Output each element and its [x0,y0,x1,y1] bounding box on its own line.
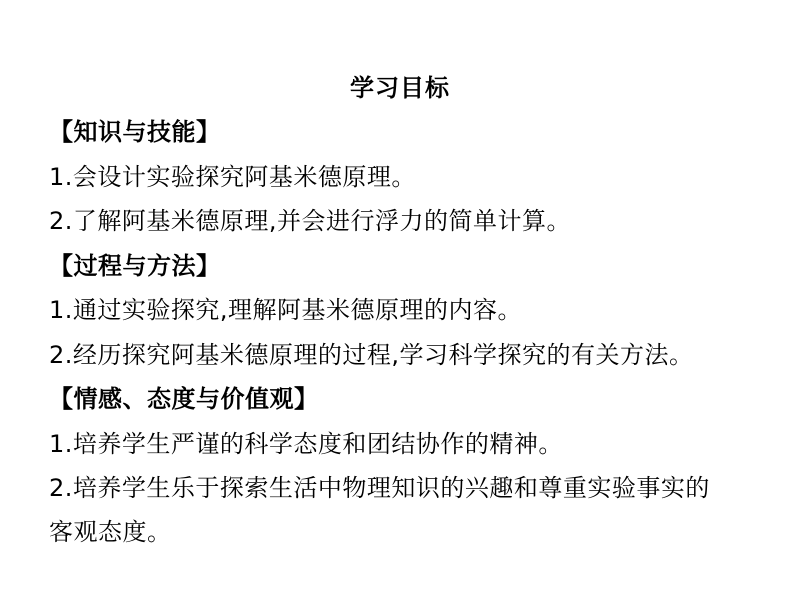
list-item: 1.会设计实验探究阿基米德原理。 [49,163,416,191]
list-item: 客观态度。 [49,518,172,546]
page-title: 学习目标 [350,74,450,102]
section-heading-knowledge: 【知识与技能】 [49,118,221,146]
list-item: 2.了解阿基米德原理,并会进行浮力的简单计算。 [49,207,572,235]
list-item: 2.培养学生乐于探索生活中物理知识的兴趣和尊重实验事实的 [49,474,710,502]
section-heading-process: 【过程与方法】 [49,252,221,280]
section-heading-attitude: 【情感、态度与价值观】 [49,385,319,413]
list-item: 2.经历探究阿基米德原理的过程,学习科学探究的有关方法。 [49,341,694,369]
list-item: 1.通过实验探究,理解阿基米德原理的内容。 [49,296,523,324]
list-item: 1.培养学生严谨的科学态度和团结协作的精神。 [49,430,563,458]
